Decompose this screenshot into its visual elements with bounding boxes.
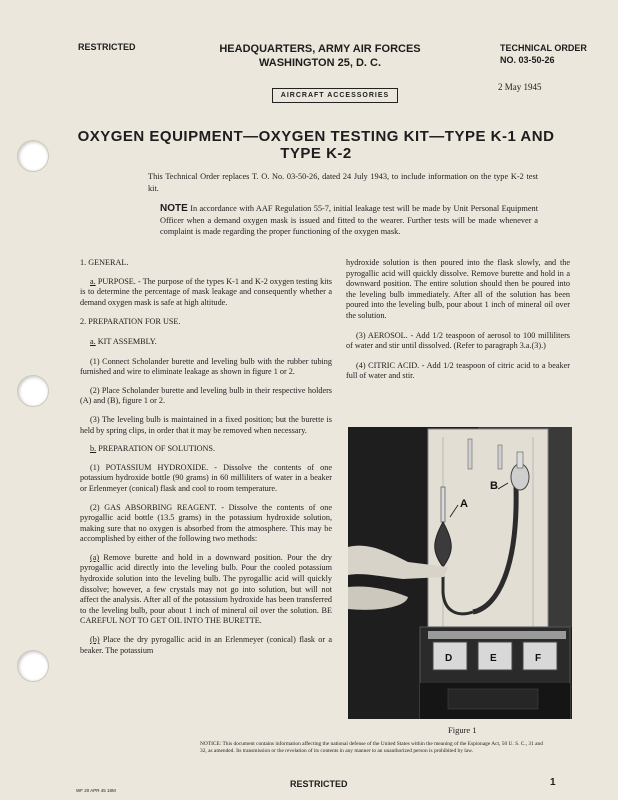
figure-label-a: A [460,498,468,510]
issue-date: 2 May 1945 [498,82,542,92]
paragraph: (3) AEROSOL. - Add 1/2 teaspoon of aerosol to 100 milliliters of water and stir until dissolved. (Refer to paragraph 3.a.(3).) [346,330,570,351]
figure-label-e: E [490,653,497,664]
document-title: OXYGEN EQUIPMENT—OXYGEN TESTING KIT—TYPE K-1 AND TYPE K-2 [77,128,555,162]
security-notice: NOTICE: This document contains information affecting the national defense of the United States within the meaning of the Espionage Act, 50 U. S. C., 31 and 32, as amended. Its transmission or the revelation of its contents in any manner to an unauthorized person is prohibited by law. [200,741,543,754]
section-heading: 2. PREPARATION FOR USE. [80,317,181,327]
paragraph: a. PURPOSE. - The purpose of the types K-1 and K-2 oxygen testing kits is to determine the percentage of mask leakage and consequently whether a demand oxygen mask is safe at high altitude. [80,276,332,307]
issuing-org: HEADQUARTERS, ARMY AIR FORCES WASHINGTON 25, D. C. [219,43,421,69]
page-number: 1 [550,777,556,788]
subsection-heading: b. PREPARATION OF SOLUTIONS. [90,444,216,454]
binder-hole [17,650,49,682]
note-label: NOTE [160,203,188,214]
left-column [80,258,332,656]
binder-hole [17,140,49,172]
print-code: WF 20 APR 45 18M [76,788,116,793]
note-paragraph [160,203,538,238]
paragraph: (1) POTASSIUM HYDROXIDE. - Dissolve the contents of one potassium hydroxide bottle (90 grams) in 60 milliliters of water in a beaker or Erlenmeyer (conical) flask and cool to room temperature. [80,462,332,493]
paragraph: (4) CITRIC ACID. - Add 1/2 teaspoon of citric acid to a beaker full of water and stir. [346,360,570,381]
figure-photo [348,427,572,719]
figure-label-d: D [445,653,453,664]
paragraph: (3) The leveling bulb is maintained in a fixed position; but the burette is held by spring clips, in order that it may be removed when necessary. [80,414,332,435]
paragraph: (a) Remove burette and hold in a downward position. Pour the dry pyrogallic acid directly into the leveling bulb. Pour the cooled potassium hydroxide solution into the leveling bulb. The pyrogallic acid will quickly dissolve; however, a few crystals may not go into solution, but will not affect the analysis. After all of the potassium hydroxide has been transferred to the leveling bulb, pour about 1 inch of mineral oil over the solution. BE CAREFUL NOT TO GET OIL INTO THE BURETTE. [80,552,332,626]
technical-order-number: TECHNICAL ORDER NO. 03-50-26 [500,43,587,65]
intro-paragraph: This Technical Order replaces T. O. No. 03-50-26, dated 24 July 1943, to include information on the type K-2 test kit. [148,172,538,193]
paragraph: (1) Connect Scholander burette and leveling bulb with the rubber tubing furnished and wire to eliminate leakage as shown in figure 1 or 2. [80,356,332,377]
security-marking: RESTRICTED [78,42,136,52]
note-text: In accordance with AAF Regulation 55-7, initial leakage test will be made by Unit Personal Equipment Officer when a demand oxygen mask is issued and fitted to the wearer. Further tests will be made whenever a complaint is made regarding the proper functioning of the oxygen mask. [160,204,538,236]
paragraph: (2) Place Scholander burette and leveling bulb in their respective holders (A) and (B), figure 1 or 2. [80,385,332,406]
paragraph: (2) GAS ABSORBING REAGENT. - Dissolve the contents of one pyrogallic acid bottle (13.5 grams) in the potassium hydroxide solution, making sure that no oxygen is absorbed from the atmosphere. This may be accomplished by either of the following two methods: [80,502,332,544]
testing-kit-photo [348,427,572,719]
subsection-heading: a. KIT ASSEMBLY. [90,336,157,346]
binder-hole [17,375,49,407]
right-column [346,258,570,382]
footer-security-marking: RESTRICTED [290,779,348,789]
category-box: AIRCRAFT ACCESSORIES [272,88,398,103]
paragraph: hydroxide solution is then poured into the flask slowly, and the pyrogallic acid will quickly dissolve. Remove burette and hold in a downward position. The entire solution should then be poured into the leveling bulb immediately. After all of the solution has been poured into the leveling bulb, pour about 1 inch of mineral oil over the solution. [346,258,570,320]
figure-label-f: F [535,653,542,664]
figure-caption: Figure 1 [448,725,477,735]
figure-label-b: B [490,480,498,492]
section-heading: 1. GENERAL. [80,258,129,267]
paragraph: (b) Place the dry pyrogallic acid in an Erlenmeyer (conical) flask or a beaker. The potassium [80,635,332,655]
